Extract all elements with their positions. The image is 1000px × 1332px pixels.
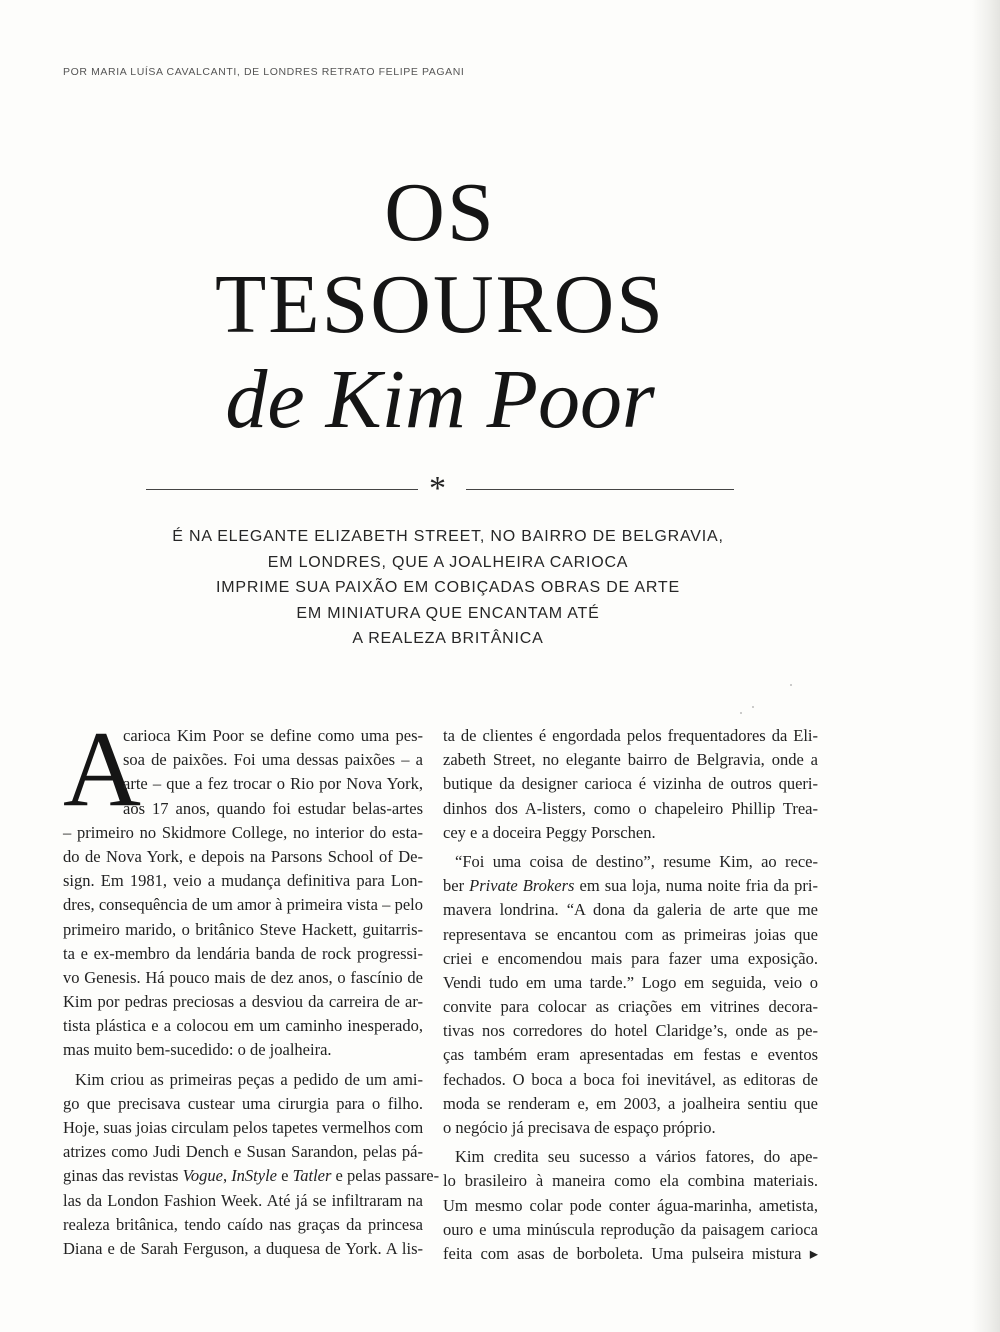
- deck-line: EM LONDRES, QUE A JOALHEIRA CARIOCA: [267, 553, 629, 571]
- body-line: primeiro marido, o britânico Steve Hackett, guitarris-: [63, 919, 423, 939]
- byline: POR MARIA LUÍSA CAVALCANTI, DE LONDRES RETRATO FELIPE PAGANI: [63, 66, 465, 78]
- body-line: mavera londrina. “A dona da galeria de arte que me: [443, 900, 818, 920]
- ornamental-divider: [146, 470, 734, 507]
- body-line: go que precisava custear uma cirurgia para o filho.: [63, 1093, 423, 1113]
- title-line-1: OS: [384, 166, 496, 259]
- body-line: representava se encantou com as primeiras joias que: [443, 924, 818, 944]
- body-line: atrizes como Judi Dench e Susan Sarandon, pelas pá-: [63, 1142, 423, 1162]
- body-line: aos 17 anos, quando foi estudar belas-artes: [123, 798, 423, 818]
- paper-speck: [790, 684, 792, 686]
- deck-line: EM MINIATURA QUE ENCANTAM ATÉ: [296, 604, 600, 622]
- magazine-vogue: Vogue: [182, 1166, 223, 1186]
- body-line: las da London Fashion Week. Até já se infiltraram na: [63, 1190, 423, 1210]
- body-line-with-magazines: ginas das revistas Vogue, InStyle e Tatler e pelas passare-: [63, 1166, 440, 1186]
- article-title: [0, 168, 880, 448]
- body-line: “Foi uma coisa de destino”, resume Kim, ao rece-: [455, 851, 818, 871]
- body-line: tista plástica e a colocou em um caminho inesperado,: [63, 1016, 423, 1036]
- page-edge-shadow: [972, 0, 1000, 1332]
- body-line: Kim criou as primeiras peças a pedido de um ami-: [75, 1069, 423, 1089]
- body-line: Kim credita seu sucesso a vários fatores, do ape-: [455, 1147, 818, 1167]
- body-line: mas muito bem-sucedido: o de joalheira.: [63, 1040, 332, 1060]
- body-line: vo Genesis. Há pouco mais de dez anos, o fascínio de: [63, 967, 423, 987]
- drop-cap: A: [63, 710, 141, 829]
- body-line: realeza britânica, tendo caído nas graças da princesa: [63, 1214, 423, 1234]
- body-line: dres, consequência de um amor à primeira vista – pelo: [63, 895, 423, 915]
- body-line: moda se renderam e, em 2003, a joalheira sentiu que: [443, 1093, 818, 1113]
- body-line: carioca Kim Poor se define como uma pes-: [123, 726, 423, 745]
- article-deck: [150, 524, 746, 652]
- body-line: arte – que a fez trocar o Rio por Nova York,: [123, 774, 423, 794]
- asterisk-ornament-icon: *: [429, 470, 446, 507]
- body-line: lo brasileiro à maneira como ela combina materiais.: [443, 1171, 818, 1191]
- deck-line: A REALEZA BRITÂNICA: [352, 630, 544, 647]
- body-line: Um mesmo colar pode conter água-marinha, ametista,: [443, 1195, 818, 1215]
- divider-rule-left: [146, 489, 418, 490]
- title-line-2: TESOUROS: [214, 258, 666, 351]
- deck-line: É NA ELEGANTE ELIZABETH STREET, NO BAIRRO DE BELGRAVIA,: [172, 528, 724, 545]
- paper-speck: [740, 712, 742, 714]
- body-line: ças também eram apresentadas em festas e eventos: [443, 1045, 818, 1065]
- body-line: Kim por pedras preciosas a desviou da carreira de ar-: [63, 992, 423, 1012]
- body-line-continues: feita com asas de borboleta. Uma pulseira mistura ▸: [443, 1243, 818, 1263]
- body-column-right: [443, 724, 818, 1266]
- magazine-private-brokers: Private Brokers: [469, 876, 575, 896]
- body-line: soa de paixões. Foi uma dessas paixões – a: [123, 750, 423, 770]
- body-line: ta de clientes é engordada pelos frequentadores da Eli-: [443, 726, 818, 745]
- body-line-with-magazine: ber Private Brokers em sua loja, numa noite fria da pri-: [443, 876, 819, 896]
- body-line: – primeiro no Skidmore College, no interior do esta-: [63, 822, 423, 842]
- body-line: criei e encomendou mais para fazer uma exposição.: [443, 948, 818, 968]
- body-line: Vendi tudo em uma tarde.” Logo em seguida, veio o: [443, 972, 818, 992]
- title-line-3: de Kim Poor: [225, 353, 655, 446]
- body-line: convite para colocar as criações em vitrines decora-: [443, 997, 818, 1017]
- body-line: do de Nova York, e depois na Parsons School of De-: [63, 846, 423, 866]
- body-line: ta e ex-membro da lendária banda de rock progressi-: [63, 943, 423, 963]
- paper-speck: [752, 706, 754, 708]
- body-line: Hoje, suas joias circulam pelos tapetes vermelhos com: [63, 1118, 424, 1137]
- deck-line: IMPRIME SUA PAIXÃO EM COBIÇADAS OBRAS DE ARTE: [216, 579, 680, 596]
- magazine-tatler: Tatler: [292, 1166, 332, 1186]
- body-line: zabeth Street, no elegante bairro de Belgravia, onde a: [443, 750, 818, 770]
- body-line: fechados. O boca a boca foi inevitável, as editoras de: [443, 1069, 818, 1089]
- body-column-left: [63, 710, 440, 1261]
- body-line: sign. Em 1981, veio a mudança definitiva para Lon-: [63, 871, 423, 891]
- body-line: cey e a doceira Peggy Porschen.: [443, 822, 656, 842]
- divider-rule-right: [466, 489, 734, 490]
- body-line: tivas nos corredores do hotel Claridge’s, onde as pe-: [443, 1021, 818, 1041]
- body-line: dinhos dos A-listers, como o chapeleiro Phillip Trea-: [443, 798, 818, 818]
- body-line: butique da designer carioca é vizinha de outros queri-: [443, 774, 818, 794]
- body-line: o negócio já precisava de espaço próprio.: [443, 1118, 716, 1137]
- body-line: Diana e de Sarah Ferguson, a duquesa de York. A lis-: [63, 1238, 423, 1258]
- magazine-instyle: InStyle: [231, 1166, 277, 1186]
- body-line: ouro e uma minúscula reprodução da paisagem carioca: [443, 1219, 818, 1239]
